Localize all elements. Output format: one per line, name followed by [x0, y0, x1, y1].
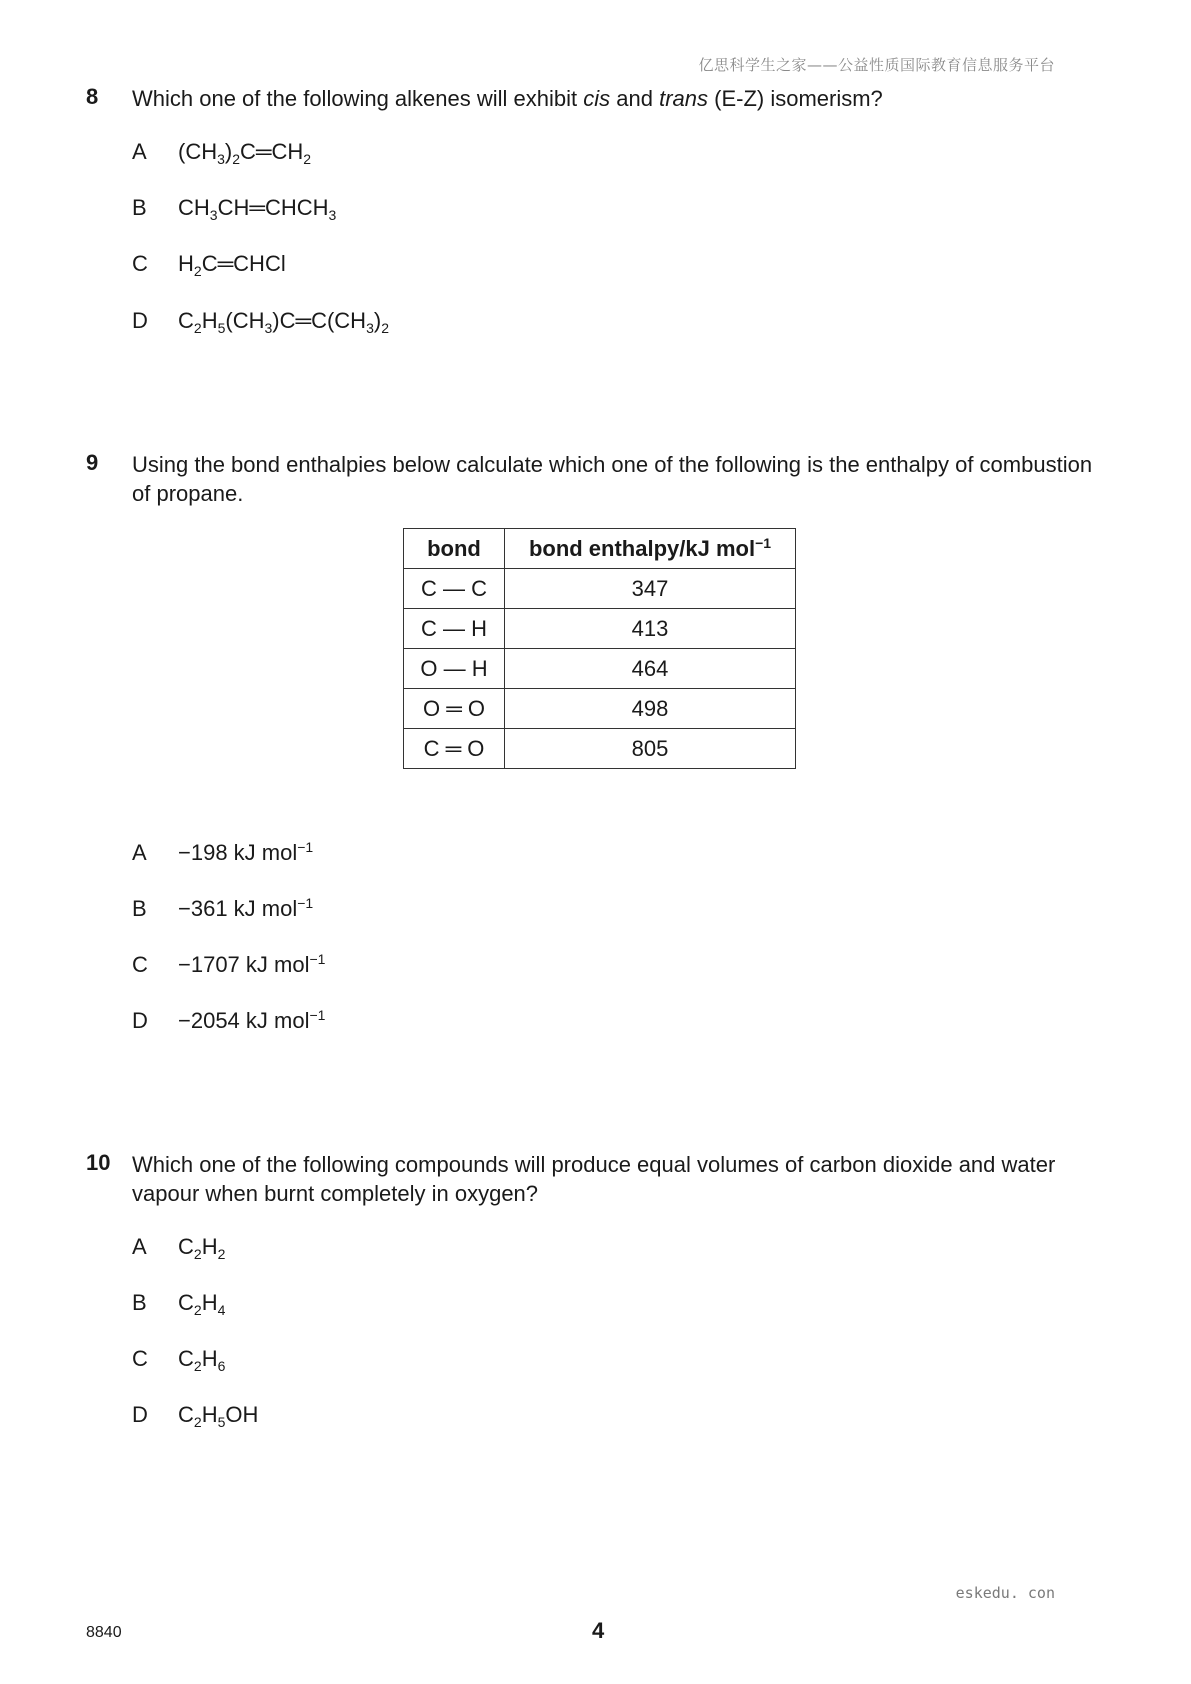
question-text-trans: trans [659, 86, 708, 111]
question-text: Using the bond enthalpies below calculate which one of the following is the enthalpy of combustion of propane. [132, 452, 1093, 506]
question-text: Which one of the following compounds will produce equal volumes of carbon dioxide and water vapour when burnt completely in oxygen? [132, 1152, 1056, 1206]
question-text [132, 84, 1112, 113]
table-header-value [505, 529, 796, 569]
table-cell-value: 498 [505, 689, 796, 729]
option-formula: $C_2H_4$ [178, 1290, 226, 1318]
option-value-text: −198 kJ mol [178, 840, 298, 865]
table-cell-bond: O — H [404, 649, 505, 689]
option-value-sup: −1 [309, 951, 326, 967]
option-value-sup: −1 [297, 895, 314, 911]
table-cell-value: 347 [505, 569, 796, 609]
table-cell-bond: O ═ O [404, 689, 505, 729]
option-letter: D [132, 1402, 148, 1427]
table-row [404, 569, 796, 609]
option-formula: $C_2H_5(CH_3)C═C(CH_3)_2$ [178, 308, 389, 336]
table-header-value-sup: −1 [755, 534, 772, 551]
question-number: 8 [86, 84, 99, 109]
page-number: 4 [592, 1618, 605, 1643]
option-formula: $C_2H_5OH$ [178, 1402, 259, 1430]
option-value-sup: −1 [309, 1007, 326, 1023]
table-header-bond: bond [404, 529, 505, 569]
option-value [178, 1008, 325, 1034]
question-number: 10 [86, 1150, 111, 1175]
question-text-cis: cis [583, 86, 611, 111]
option-letter: B [132, 195, 147, 220]
table-row [404, 729, 796, 769]
option-value [178, 896, 313, 922]
header-watermark: 亿思科学生之家——公益性质国际教育信息服务平台 [698, 56, 1055, 74]
table-cell-bond: C ═ O [404, 729, 505, 769]
option-letter: C [132, 952, 148, 977]
option-value [178, 952, 325, 978]
option-value-text: −1707 kJ mol [178, 952, 310, 977]
footer-code: 8840 [86, 1624, 122, 1641]
option-formula: $C_2H_6$ [178, 1346, 226, 1374]
option-value-text: −2054 kJ mol [178, 1008, 310, 1033]
table-cell-value: 464 [505, 649, 796, 689]
table-header-value-text: bond enthalpy/kJ mol [528, 535, 756, 561]
option-formula: $(CH_3)_2C═CH_2$ [178, 139, 312, 167]
option-value-text: −361 kJ mol [178, 896, 298, 921]
question-text-part: and [610, 86, 660, 111]
option-letter: D [132, 1008, 148, 1033]
option-formula: $CH_3CH═CHCH_3$ [178, 195, 337, 223]
table-header-row [404, 529, 796, 569]
question-text-part: (E-Z) isomerism? [708, 86, 883, 111]
footer-site: eskedu. con [955, 1584, 1055, 1602]
option-letter: B [132, 896, 147, 921]
table-row [404, 689, 796, 729]
table-row [404, 649, 796, 689]
option-letter: A [132, 139, 147, 164]
option-letter: D [132, 308, 148, 333]
table-cell-bond: C — C [404, 569, 505, 609]
option-formula: $H_2C═CHCl$ [178, 251, 286, 279]
option-letter: A [132, 1234, 147, 1259]
table-row [404, 609, 796, 649]
table-cell-bond: C — H [404, 609, 505, 649]
table-cell-value: 805 [505, 729, 796, 769]
bond-enthalpy-table [403, 528, 796, 769]
option-value [178, 840, 313, 866]
table-cell-value: 413 [505, 609, 796, 649]
option-formula: $C_2H_2$ [178, 1234, 226, 1262]
option-letter: A [132, 840, 147, 865]
option-letter: B [132, 1290, 147, 1315]
question-text-part: Which one of the following alkenes will exhibit [132, 86, 584, 111]
option-letter: C [132, 251, 148, 276]
option-value-sup: −1 [297, 839, 314, 855]
option-letter: C [132, 1346, 148, 1371]
question-number: 9 [86, 450, 99, 475]
